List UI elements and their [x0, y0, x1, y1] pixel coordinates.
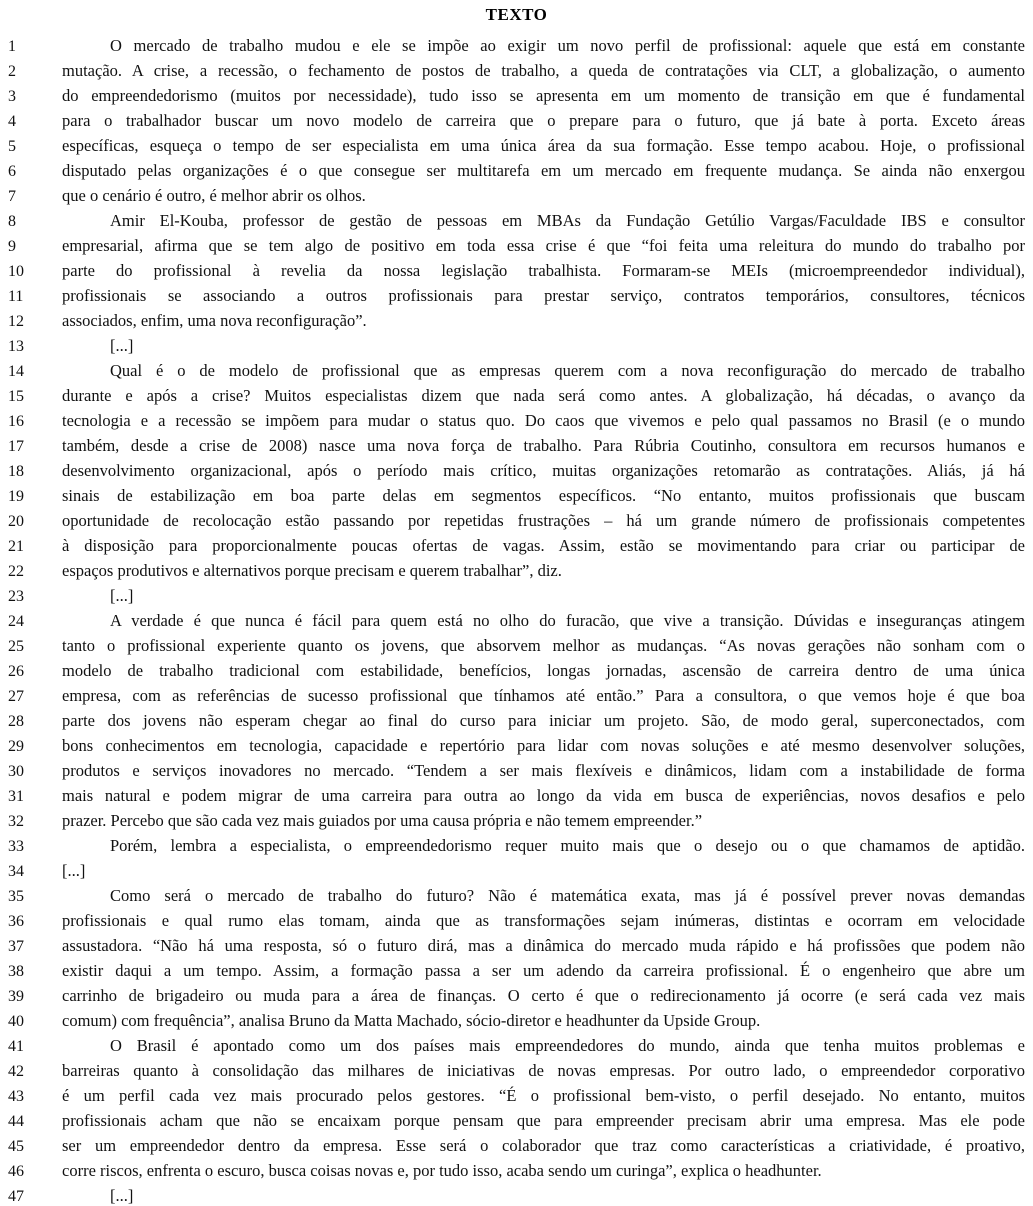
line-text: Amir El-Kouba, professor de gestão de pessoas em MBAs da Fundação Getúlio Vargas/Faculdade IBS e consultor [110, 211, 1025, 230]
line-text: mais natural e podem migrar de uma carreira para outra ao longo da vida em busca de experiências, novos desafios e pelo [62, 786, 1025, 805]
line-text: Como será o mercado de trabalho do futuro? Não é matemática exata, mas já é possível prever novas demandas [110, 886, 1025, 905]
line-number: 3 [8, 88, 16, 105]
text-line-row [0, 833, 1033, 858]
line-text: barreiras quanto à consolidação das milhares de iniciativas de novas empresas. Por outro lado, o empreendedor corporativo [62, 1061, 1025, 1080]
line-text: Qual é o de modelo de profissional que as empresas querem com a nova reconfiguração do mercado de trabalho [110, 361, 1025, 380]
line-text: é um perfil cada vez mais procurado pelos gestores. “É o profissional bem-visto, o perfil desejado. No entanto, muitos [62, 1086, 1025, 1105]
line-text: também, desde a crise de 2008) nasce uma nova força de trabalho. Para Rúbria Coutinho, consultora em recursos humanos e [62, 436, 1025, 455]
line-number: 38 [8, 963, 24, 980]
text-line-row [0, 1008, 1033, 1033]
line-text: [...] [110, 586, 134, 605]
line-text: comum) com frequência”, analisa Bruno da Matta Machado, sócio-diretor e headhunter da Upside Group. [62, 1011, 761, 1030]
line-number: 20 [8, 513, 24, 530]
line-text: assustadora. “Não há uma resposta, só o futuro dirá, mas a dinâmica do mercado muda rápido e há profissões que podem não [62, 936, 1025, 955]
line-number: 11 [8, 288, 24, 305]
text-line-row [0, 858, 1033, 883]
text-line-row [0, 983, 1033, 1008]
text-line-row [0, 1108, 1033, 1133]
line-number: 36 [8, 913, 24, 930]
line-number: 19 [8, 488, 24, 505]
text-line-row [0, 358, 1033, 383]
line-text: à disposição para proporcionalmente poucas ofertas de vagas. Assim, estão se movimentando para criar ou participar de [62, 536, 1025, 555]
line-text: sinais de estabilização em boa parte delas em segmentos específicos. “No entanto, muitos profissionais que buscam [62, 486, 1025, 505]
line-number: 8 [8, 213, 16, 230]
line-text: espaços produtivos e alternativos porque precisam e querem trabalhar”, diz. [62, 561, 562, 580]
line-number: 24 [8, 613, 24, 630]
line-text: ser um empreendedor dentro da empresa. Esse será o colaborador que traz como características a criatividade, é proativo, [62, 1136, 1025, 1155]
line-number: 44 [8, 1113, 24, 1130]
line-number: 43 [8, 1088, 24, 1105]
line-text: modelo de trabalho tradicional com estabilidade, benefícios, longas jornadas, ascensão de carreira dentro de uma única [62, 661, 1025, 680]
line-text: durante e após a crise? Muitos especialistas dizem que nada será como antes. A globalização, há décadas, o avanço da [62, 386, 1025, 405]
line-number: 29 [8, 738, 24, 755]
line-text: tanto o profissional experiente quanto os jovens, que absorvem melhor as mudanças. “As novas gerações não sonham com o [62, 636, 1025, 655]
line-number: 21 [8, 538, 24, 555]
line-number: 40 [8, 1013, 24, 1030]
line-number: 18 [8, 463, 24, 480]
text-line-row [0, 883, 1033, 908]
line-number: 26 [8, 663, 24, 680]
line-number: 5 [8, 138, 16, 155]
text-line-row [0, 283, 1033, 308]
line-text: que o cenário é outro, é melhor abrir os olhos. [62, 186, 366, 205]
line-text: empresarial, afirma que se tem algo de positivo em toda essa crise é que “foi feita uma releitura do mundo do trabalho por [62, 236, 1025, 255]
line-number: 28 [8, 713, 24, 730]
line-text: para o trabalhador buscar um novo modelo de carreira que o prepare para o futuro, que já bate à porta. Exceto áreas [62, 111, 1025, 130]
line-text: corre riscos, enfrenta o escuro, busca coisas novas e, por tudo isso, acaba sendo um curinga”, explica o headhunter. [62, 1161, 822, 1180]
line-number: 34 [8, 863, 24, 880]
line-text: associados, enfim, uma nova reconfiguração”. [62, 311, 367, 330]
line-text: carrinho de brigadeiro ou muda para a área de finanças. O certo é que o redirecionamento já ocorre (e será cada vez mais [62, 986, 1025, 1005]
line-text: [...] [110, 336, 134, 355]
line-text: tecnologia e a recessão se impõem para mudar o status quo. Do caos que vivemos e pelo qual passamos no Brasil (e o mundo [62, 411, 1025, 430]
text-line-row [0, 633, 1033, 658]
line-text: [...] [110, 1186, 134, 1205]
text-line-row [0, 558, 1033, 583]
text-line-row [0, 683, 1033, 708]
text-line-row [0, 1083, 1033, 1108]
text-line-row [0, 308, 1033, 333]
text-line-row [0, 758, 1033, 783]
line-text: específicas, esqueça o tempo de ser especialista em uma única área da sua formação. Esse tempo acabou. Hoje, o profissional [62, 136, 1025, 155]
text-line-row [0, 533, 1033, 558]
text-line-row [0, 933, 1033, 958]
page-title: TEXTO [485, 5, 548, 24]
line-number: 41 [8, 1038, 24, 1055]
text-line-row [0, 58, 1033, 83]
line-text: O mercado de trabalho mudou e ele se impõe ao exigir um novo perfil de profissional: aquele que está em constante [110, 36, 1025, 55]
line-number: 7 [8, 188, 16, 205]
line-number: 12 [8, 313, 24, 330]
line-number: 46 [8, 1163, 24, 1180]
line-text: Porém, lembra a especialista, o empreendedorismo requer muito mais que o desejo ou o que chamamos de aptidão. [110, 836, 1025, 855]
text-body [0, 33, 1033, 1206]
text-line-row [0, 708, 1033, 733]
text-line-row [0, 133, 1033, 158]
text-line-row [0, 808, 1033, 833]
text-line-row [0, 583, 1033, 608]
line-number: 17 [8, 438, 24, 455]
line-text: empresa, com as referências de sucesso profissional que tínhamos até então.” Para a consultora, o que vemos hoje é que boa [62, 686, 1025, 705]
line-text: bons conhecimentos em tecnologia, capacidade e repertório para lidar com novas soluções e até mesmo desenvolver soluções, [62, 736, 1025, 755]
text-line-row [0, 208, 1033, 233]
line-text: disputado pelas organizações é o que consegue ser multitarefa em um mercado em frequente mudança. Se ainda não enxergou [62, 161, 1025, 180]
text-line-row [0, 83, 1033, 108]
text-line-row [0, 1133, 1033, 1158]
line-number: 14 [8, 363, 24, 380]
line-number: 33 [8, 838, 24, 855]
line-number: 22 [8, 563, 24, 580]
line-number: 39 [8, 988, 24, 1005]
line-text: parte do profissional à revelia da nossa legislação trabalhista. Formaram-se MEIs (microempreendedor individual), [62, 261, 1025, 280]
line-text: parte dos jovens não esperam chegar ao final do curso para iniciar um projeto. São, de modo geral, superconectados, com [62, 711, 1025, 730]
text-line-row [0, 608, 1033, 633]
text-line-row [0, 733, 1033, 758]
text-line-row [0, 458, 1033, 483]
text-line-row [0, 433, 1033, 458]
text-line-row [0, 108, 1033, 133]
line-number: 32 [8, 813, 24, 830]
line-number: 31 [8, 788, 24, 805]
line-number: 6 [8, 163, 16, 180]
text-line-row [0, 408, 1033, 433]
line-text: oportunidade de recolocação estão passando por repetidas frustrações – há um grande número de profissionais competentes [62, 511, 1025, 530]
line-number: 16 [8, 413, 24, 430]
text-line-row [0, 158, 1033, 183]
line-number: 2 [8, 63, 16, 80]
line-number: 4 [8, 113, 16, 130]
text-line-row [0, 258, 1033, 283]
text-line-row [0, 1158, 1033, 1183]
line-text: prazer. Percebo que são cada vez mais guiados por uma causa própria e não temem empreender.” [62, 811, 703, 830]
text-line-row [0, 508, 1033, 533]
line-text: A verdade é que nunca é fácil para quem está no olho do furacão, que vive a transição. Dúvidas e inseguranças atingem [110, 611, 1025, 630]
line-number: 37 [8, 938, 24, 955]
line-text: desenvolvimento organizacional, após o período mais crítico, muitas organizações retomarão as contratações. Aliás, já há [62, 461, 1025, 480]
text-line-row [0, 233, 1033, 258]
line-number: 13 [8, 338, 24, 355]
line-text: do empreendedorismo (muitos por necessidade), tudo isso se apresenta em um momento de transição em que é fundamental [62, 86, 1025, 105]
line-number: 42 [8, 1063, 24, 1080]
line-text: existir daqui a um tempo. Assim, a formação passa a ser um adendo da carreira profissional. É o engenheiro que abre um [62, 961, 1025, 980]
line-text: profissionais acham que não se encaixam porque pensam que para empreender precisam abrir uma empresa. Mas ele pode [62, 1111, 1025, 1130]
line-text: produtos e serviços inovadores no mercado. “Tendem a ser mais flexíveis e dinâmicos, lidam com a instabilidade de forma [62, 761, 1025, 780]
text-line-row [0, 1183, 1033, 1206]
text-line-row [0, 33, 1033, 58]
text-line-row [0, 1058, 1033, 1083]
line-text: O Brasil é apontado como um dos países mais empreendedores do mundo, ainda que tenha muitos problemas e [110, 1036, 1025, 1055]
line-number: 25 [8, 638, 24, 655]
text-line-row [0, 783, 1033, 808]
line-number: 9 [8, 238, 16, 255]
line-number: 35 [8, 888, 24, 905]
line-number: 10 [8, 263, 24, 280]
line-text: profissionais e qual rumo elas tomam, ainda que as transformações sejam inúmeras, distintas e ocorram em velocidade [62, 911, 1025, 930]
line-text: mutação. A crise, a recessão, o fechamento de postos de trabalho, a queda de contratações via CLT, a globalização, o aumento [62, 61, 1025, 80]
line-number: 1 [8, 38, 16, 55]
text-line-row [0, 958, 1033, 983]
line-number: 30 [8, 763, 24, 780]
text-line-row [0, 1033, 1033, 1058]
line-number: 47 [8, 1188, 24, 1205]
text-line-row [0, 658, 1033, 683]
text-line-row [0, 333, 1033, 358]
text-line-row [0, 183, 1033, 208]
line-text: [...] [62, 861, 86, 880]
text-line-row [0, 383, 1033, 408]
line-text: profissionais se associando a outros profissionais para prestar serviço, contratos temporários, consultores, técnicos [62, 286, 1025, 305]
line-number: 15 [8, 388, 24, 405]
text-line-row [0, 483, 1033, 508]
line-number: 23 [8, 588, 24, 605]
line-number: 27 [8, 688, 24, 705]
line-number: 45 [8, 1138, 24, 1155]
text-line-row [0, 908, 1033, 933]
